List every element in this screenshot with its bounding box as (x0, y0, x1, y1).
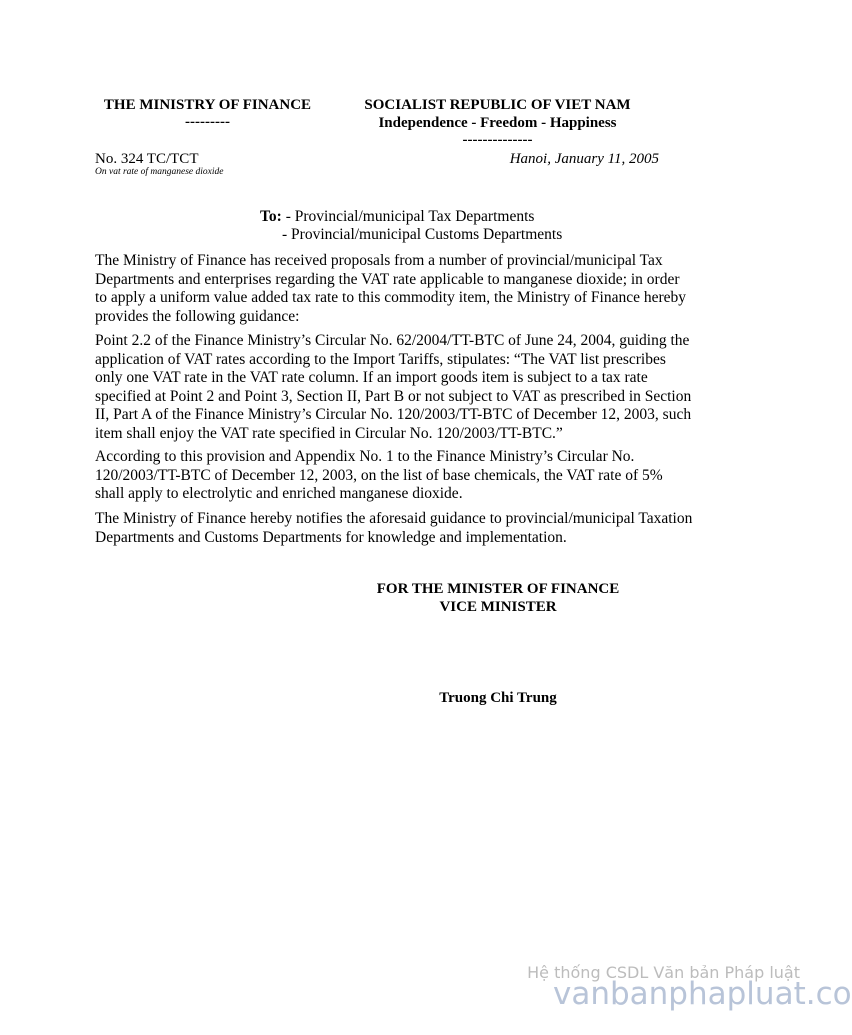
text-line: Departments and Customs Departments for knowledge and implementation. (95, 528, 567, 546)
text-line: provides the following guidance: (95, 307, 300, 325)
signature-for-line: FOR THE MINISTER OF FINANCE (376, 581, 620, 597)
ministry-rule: --------- (185, 114, 230, 130)
text-line: to apply a uniform value added tax rate to this commodity item, the Ministry of Finance hereby (95, 289, 687, 306)
place-date: Hanoi, January 11, 2005 (509, 151, 659, 167)
recipient-customs: - Provincial/municipal Customs Departments (282, 226, 563, 243)
paragraph-notification (95, 510, 715, 547)
republic-name: SOCIALIST REPUBLIC OF VIET NAM (364, 97, 631, 113)
paragraph-appendix (95, 448, 715, 504)
paragraph-intro (95, 252, 715, 326)
text-line: application of VAT rates according to the Import Tariffs, stipulates: “The VAT list prescribes (95, 350, 666, 368)
text-line: Point 2.2 of the Finance Ministry’s Circular No. 62/2004/TT-BTC of June 24, 2004, guiding the (95, 332, 690, 349)
recipient-label: To: (260, 208, 282, 225)
text-line: The Ministry of Finance has received proposals from a number of provincial/municipal Tax (95, 252, 663, 269)
ministry-name: THE MINISTRY OF FINANCE (103, 97, 312, 113)
text-line: shall apply to electrolytic and enriched manganese dioxide. (95, 485, 463, 502)
paragraph-point-2-2 (95, 332, 715, 443)
watermark-line-2: vanbanphapluat.co (553, 976, 852, 1012)
text-line: The Ministry of Finance hereby notifies the aforesaid guidance to provincial/municipal Taxation (95, 510, 693, 527)
motto-rule: -------------- (462, 132, 533, 148)
text-line: specified at Point 2 and Point 3, Section II, Part B or not subject to VAT as prescribed in Section (95, 387, 692, 405)
watermark-line-1: Hệ thống CSDL Văn bản Pháp luật (527, 963, 800, 982)
signature-title: VICE MINISTER (439, 599, 557, 615)
text-line: Departments and enterprises regarding the VAT rate applicable to manganese dioxide; in order (95, 270, 680, 288)
document-number: No. 324 TC/TCT (95, 151, 199, 167)
text-line: only one VAT rate in the VAT rate column. If an import goods item is subject to a tax rate (95, 369, 648, 386)
recipient-tax: - Provincial/municipal Tax Departments (285, 208, 535, 225)
document-subject: On vat rate of manganese dioxide (95, 167, 224, 177)
text-line: item shall enjoy the VAT rate specified in Circular No. 120/2003/TT-BTC.” (95, 424, 563, 442)
text-line: According to this provision and Appendix No. 1 to the Finance Ministry’s Circular No. (95, 448, 635, 465)
text-line: 120/2003/TT-BTC of December 12, 2003, on the list of base chemicals, the VAT rate of 5% (95, 466, 663, 484)
national-motto: Independence - Freedom - Happiness (378, 115, 617, 131)
text-line: II, Part A of the Finance Ministry’s Circular No. 120/2003/TT-BTC of December 12, 2003, such (95, 406, 692, 423)
recipient-line-1 (260, 208, 534, 226)
signatory-name: Truong Chi Trung (439, 690, 557, 706)
